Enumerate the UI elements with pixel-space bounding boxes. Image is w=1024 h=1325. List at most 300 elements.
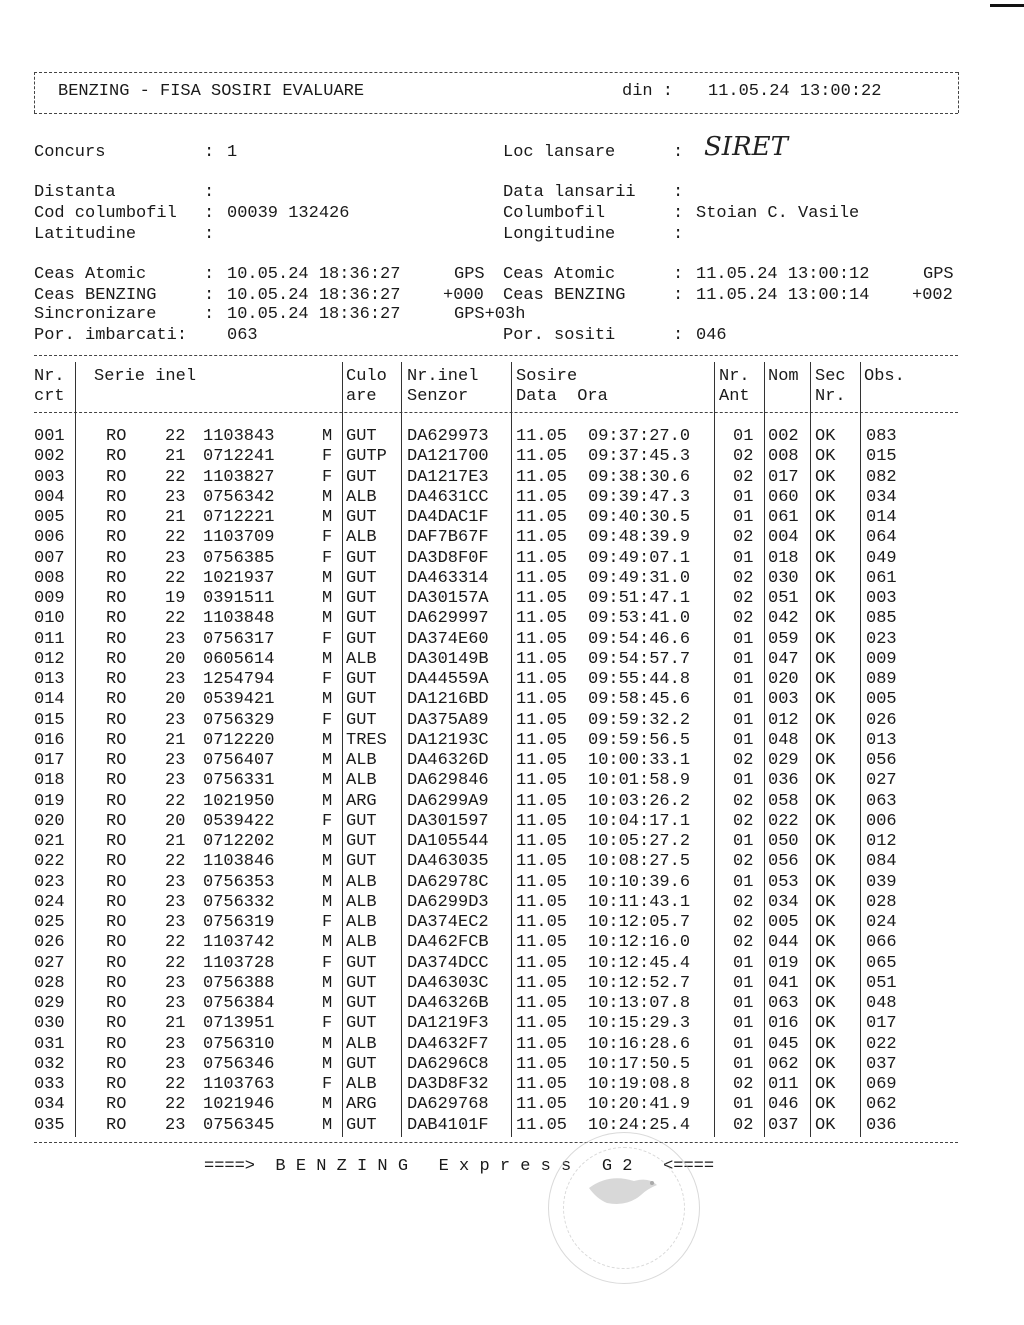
- row-nr-ant: 01: [733, 730, 754, 750]
- row-obs: 063: [866, 791, 897, 811]
- row-nr-crt: 023: [34, 872, 65, 892]
- header-nr-crt: Nr.: [34, 367, 65, 386]
- row-sec: OK: [815, 872, 836, 892]
- row-obs: 083: [866, 427, 897, 446]
- association-stamp: [548, 1132, 700, 1284]
- row-sex: M: [322, 832, 333, 851]
- row-obs: 006: [866, 811, 897, 831]
- row-sex: M: [322, 589, 333, 608]
- colon: :: [673, 286, 684, 305]
- row-sensor: DA374DCC: [407, 953, 489, 973]
- cod-columbofil-value: 00039 132426: [227, 204, 350, 223]
- row-country: RO: [106, 487, 127, 507]
- row-nr-ant: 01: [733, 953, 754, 973]
- row-time: 10:03:26.2: [588, 791, 691, 811]
- row-color: ARG: [346, 1095, 377, 1115]
- row-country: RO: [106, 1115, 127, 1135]
- row-time: 09:53:41.0: [588, 609, 691, 629]
- row-ring-number: 0756384: [203, 994, 275, 1013]
- footer-banner: ====> B E N Z I N G E x p r e s s G 2 <====: [204, 1157, 715, 1176]
- row-year: 22: [165, 852, 186, 872]
- row-color: ARG: [346, 791, 377, 811]
- row-sec: OK: [815, 973, 836, 993]
- header-culoare: Culo: [346, 367, 387, 386]
- row-color: GUT: [346, 548, 377, 568]
- row-date: 11.05: [516, 1054, 568, 1074]
- row-country: RO: [106, 710, 127, 730]
- row-country: RO: [106, 548, 127, 568]
- row-time: 10:16:28.6: [588, 1034, 691, 1054]
- row-sec: OK: [815, 1075, 836, 1094]
- row-time: 10:20:41.9: [588, 1095, 691, 1115]
- row-sensor: DAB4101F: [407, 1115, 489, 1135]
- row-date: 11.05: [516, 771, 568, 791]
- row-country: RO: [106, 690, 127, 710]
- row-year: 23: [165, 487, 186, 507]
- row-time: 10:12:05.7: [588, 913, 691, 932]
- row-time: 09:37:27.0: [588, 427, 691, 446]
- row-nr-crt: 014: [34, 690, 65, 710]
- row-nr-ant: 02: [733, 1075, 754, 1094]
- row-color: GUT: [346, 1054, 377, 1074]
- row-sec: OK: [815, 852, 836, 872]
- row-nom: 022: [768, 811, 799, 831]
- row-sex: M: [322, 771, 333, 791]
- row-sec: OK: [815, 609, 836, 629]
- row-year: 19: [165, 589, 186, 608]
- row-year: 23: [165, 994, 186, 1013]
- row-sex: F: [322, 467, 333, 487]
- data-lansarii-label: Data lansarii: [503, 183, 636, 202]
- row-nr-ant: 02: [733, 892, 754, 912]
- row-nr-ant: 01: [733, 771, 754, 791]
- header-serie-inel: Serie inel: [94, 367, 197, 386]
- row-sex: M: [322, 730, 333, 750]
- row-nr-crt: 016: [34, 730, 65, 750]
- row-year: 21: [165, 447, 186, 467]
- row-ring-number: 0756342: [203, 487, 275, 507]
- row-nom: 053: [768, 872, 799, 892]
- row-color: GUT: [346, 609, 377, 629]
- row-country: RO: [106, 467, 127, 487]
- row-color: ALB: [346, 649, 377, 669]
- row-time: 10:12:52.7: [588, 973, 691, 993]
- row-sex: M: [322, 933, 333, 953]
- row-nr-ant: 02: [733, 568, 754, 588]
- row-nr-ant: 01: [733, 710, 754, 730]
- clock-left-suffix: GPS+03h: [454, 305, 526, 324]
- row-date: 11.05: [516, 568, 568, 588]
- row-time: 09:51:47.1: [588, 589, 691, 608]
- row-obs: 003: [866, 589, 897, 608]
- row-sensor: DA301597: [407, 811, 489, 831]
- clock-right-value: 11.05.24 13:00:14: [696, 286, 870, 305]
- row-time: 09:49:07.1: [588, 548, 691, 568]
- row-country: RO: [106, 1034, 127, 1054]
- row-color: GUT: [346, 994, 377, 1013]
- row-nr-ant: 01: [733, 872, 754, 892]
- row-ring-number: 0712202: [203, 832, 275, 851]
- row-obs: 022: [866, 1034, 897, 1054]
- report-datetime: 11.05.24 13:00:22: [708, 82, 882, 101]
- pigeon-icon: [549, 1133, 699, 1283]
- row-country: RO: [106, 609, 127, 629]
- header-right-border: [958, 72, 959, 113]
- row-country: RO: [106, 913, 127, 932]
- row-date: 11.05: [516, 589, 568, 608]
- header-top-border: [34, 72, 958, 73]
- row-sex: M: [322, 649, 333, 669]
- row-obs: 084: [866, 852, 897, 872]
- loc-lansare-handwritten: SIRET: [704, 132, 788, 162]
- row-nr-crt: 008: [34, 568, 65, 588]
- row-nr-ant: 01: [733, 690, 754, 710]
- row-color: GUT: [346, 953, 377, 973]
- row-ring-number: 1021946: [203, 1095, 275, 1115]
- row-sec: OK: [815, 892, 836, 912]
- row-sensor: DA374EC2: [407, 913, 489, 932]
- longitudine-label: Longitudine: [503, 225, 616, 244]
- row-sex: M: [322, 751, 333, 770]
- row-date: 11.05: [516, 609, 568, 629]
- colon: :: [673, 143, 684, 162]
- row-sex: F: [322, 953, 333, 973]
- column-divider: [342, 362, 343, 1137]
- colon: :: [204, 265, 215, 284]
- row-time: 09:48:39.9: [588, 528, 691, 548]
- row-color: GUT: [346, 670, 377, 689]
- row-ring-number: 1103728: [203, 953, 275, 973]
- row-obs: 017: [866, 1014, 897, 1034]
- row-year: 23: [165, 771, 186, 791]
- row-nr-crt: 013: [34, 670, 65, 689]
- row-nr-ant: 02: [733, 933, 754, 953]
- row-sex: F: [322, 670, 333, 689]
- row-nr-crt: 033: [34, 1075, 65, 1094]
- row-date: 11.05: [516, 913, 568, 932]
- row-country: RO: [106, 1054, 127, 1074]
- row-nr-crt: 018: [34, 771, 65, 791]
- row-nom: 047: [768, 649, 799, 669]
- row-sex: M: [322, 568, 333, 588]
- row-time: 10:15:29.3: [588, 1014, 691, 1034]
- row-year: 20: [165, 690, 186, 710]
- row-obs: 085: [866, 609, 897, 629]
- row-nr-crt: 006: [34, 528, 65, 548]
- row-obs: 013: [866, 730, 897, 750]
- row-time: 09:59:32.2: [588, 710, 691, 730]
- table-header-border: [34, 412, 958, 413]
- row-nr-ant: 01: [733, 427, 754, 446]
- loc-lansare-label: Loc lansare: [503, 143, 616, 162]
- clock-left-label: Ceas Atomic: [34, 265, 147, 284]
- row-sensor: DA4DAC1F: [407, 508, 489, 527]
- row-nr-ant: 02: [733, 589, 754, 608]
- row-ring-number: 0756407: [203, 751, 275, 770]
- row-color: GUT: [346, 1115, 377, 1135]
- row-country: RO: [106, 589, 127, 608]
- row-time: 10:05:27.2: [588, 832, 691, 851]
- row-nr-crt: 020: [34, 811, 65, 831]
- row-nom: 002: [768, 427, 799, 446]
- row-obs: 082: [866, 467, 897, 487]
- row-nom: 005: [768, 913, 799, 932]
- row-nr-crt: 005: [34, 508, 65, 527]
- row-country: RO: [106, 427, 127, 446]
- row-obs: 005: [866, 690, 897, 710]
- row-sensor: DA6299D3: [407, 892, 489, 912]
- row-sec: OK: [815, 933, 836, 953]
- columbofil-value: Stoian C. Vasile: [696, 204, 860, 223]
- row-country: RO: [106, 508, 127, 527]
- row-sec: OK: [815, 629, 836, 649]
- row-ring-number: 0712241: [203, 447, 275, 467]
- row-date: 11.05: [516, 467, 568, 487]
- row-nr-crt: 025: [34, 913, 65, 932]
- row-nr-crt: 027: [34, 953, 65, 973]
- row-nr-ant: 02: [733, 1115, 754, 1135]
- row-sensor: DA1219F3: [407, 1014, 489, 1034]
- row-date: 11.05: [516, 953, 568, 973]
- row-nr-ant: 01: [733, 1054, 754, 1074]
- row-nr-ant: 01: [733, 832, 754, 851]
- row-date: 11.05: [516, 1014, 568, 1034]
- row-sensor: DA374E60: [407, 629, 489, 649]
- row-sex: M: [322, 690, 333, 710]
- row-sensor: DA12193C: [407, 730, 489, 750]
- row-ring-number: 0756319: [203, 913, 275, 932]
- row-nom: 008: [768, 447, 799, 467]
- scan-edge-mark: [990, 4, 1024, 7]
- row-obs: 014: [866, 508, 897, 527]
- row-nom: 011: [768, 1075, 799, 1094]
- row-year: 22: [165, 953, 186, 973]
- row-nom: 004: [768, 528, 799, 548]
- row-country: RO: [106, 447, 127, 467]
- row-nr-ant: 01: [733, 994, 754, 1013]
- row-sex: F: [322, 1075, 333, 1094]
- row-nr-crt: 017: [34, 751, 65, 770]
- row-sec: OK: [815, 811, 836, 831]
- row-sex: F: [322, 1014, 333, 1034]
- row-obs: 066: [866, 933, 897, 953]
- row-country: RO: [106, 670, 127, 689]
- header-culoare-sub: are: [346, 387, 377, 406]
- row-color: GUT: [346, 811, 377, 831]
- row-nom: 046: [768, 1095, 799, 1115]
- row-nr-crt: 029: [34, 994, 65, 1013]
- row-time: 09:40:30.5: [588, 508, 691, 527]
- sositi-value: 046: [696, 326, 727, 345]
- column-divider: [401, 362, 402, 1137]
- row-time: 10:12:45.4: [588, 953, 691, 973]
- column-divider: [75, 362, 76, 1137]
- row-date: 11.05: [516, 973, 568, 993]
- row-date: 11.05: [516, 1075, 568, 1094]
- row-ring-number: 0756388: [203, 973, 275, 993]
- row-nr-crt: 011: [34, 629, 65, 649]
- header-senzor: Senzor: [407, 387, 469, 406]
- row-nr-crt: 024: [34, 892, 65, 912]
- row-time: 10:08:27.5: [588, 852, 691, 872]
- row-time: 10:17:50.5: [588, 1054, 691, 1074]
- imbarcati-value: 063: [227, 326, 258, 345]
- clock-left-value: 10.05.24 18:36:27: [227, 265, 401, 284]
- row-nom: 017: [768, 467, 799, 487]
- row-year: 22: [165, 528, 186, 548]
- row-year: 22: [165, 427, 186, 446]
- row-nom: 060: [768, 487, 799, 507]
- row-nom: 016: [768, 1014, 799, 1034]
- row-sec: OK: [815, 649, 836, 669]
- sositi-label: Por. sositi: [503, 326, 616, 345]
- row-time: 09:38:30.6: [588, 467, 691, 487]
- report-title: BENZING - FISA SOSIRI EVALUARE: [58, 82, 365, 101]
- row-sec: OK: [815, 568, 836, 588]
- row-obs: 069: [866, 1075, 897, 1094]
- column-divider: [714, 362, 715, 1137]
- row-time: 09:58:45.6: [588, 690, 691, 710]
- row-sex: M: [322, 1054, 333, 1074]
- row-country: RO: [106, 730, 127, 750]
- row-date: 11.05: [516, 508, 568, 527]
- row-obs: 061: [866, 568, 897, 588]
- column-divider: [764, 362, 765, 1137]
- row-nr-crt: 028: [34, 973, 65, 993]
- colon: :: [204, 183, 215, 202]
- row-sex: M: [322, 892, 333, 912]
- row-sensor: DA4632F7: [407, 1034, 489, 1054]
- table-top-border: [34, 355, 958, 356]
- row-year: 22: [165, 1075, 186, 1094]
- row-ring-number: 0391511: [203, 589, 275, 608]
- row-sensor: DA6296C8: [407, 1054, 489, 1074]
- row-ring-number: 0756310: [203, 1034, 275, 1054]
- row-date: 11.05: [516, 528, 568, 548]
- row-date: 11.05: [516, 811, 568, 831]
- row-sec: OK: [815, 1014, 836, 1034]
- row-nr-ant: 02: [733, 447, 754, 467]
- row-nr-ant: 01: [733, 670, 754, 689]
- row-date: 11.05: [516, 1115, 568, 1135]
- row-ring-number: 0712220: [203, 730, 275, 750]
- row-color: GUT: [346, 832, 377, 851]
- row-sensor: DA44559A: [407, 670, 489, 689]
- row-ring-number: 1103846: [203, 852, 275, 872]
- row-country: RO: [106, 568, 127, 588]
- row-ring-number: 0539422: [203, 811, 275, 831]
- row-country: RO: [106, 1095, 127, 1115]
- row-country: RO: [106, 751, 127, 770]
- row-nr-crt: 001: [34, 427, 65, 446]
- row-nr-ant: 02: [733, 811, 754, 831]
- row-time: 09:54:46.6: [588, 629, 691, 649]
- row-sensor: DA629997: [407, 609, 489, 629]
- row-nr-ant: 02: [733, 528, 754, 548]
- concurs-value: 1: [227, 143, 238, 162]
- row-nr-ant: 02: [733, 791, 754, 811]
- row-country: RO: [106, 832, 127, 851]
- row-sex: M: [322, 1095, 333, 1115]
- row-sec: OK: [815, 670, 836, 689]
- header-sec: Sec: [815, 367, 846, 386]
- row-color: ALB: [346, 892, 377, 912]
- row-year: 23: [165, 629, 186, 649]
- row-ring-number: 0756346: [203, 1054, 275, 1074]
- row-nr-crt: 010: [34, 609, 65, 629]
- row-year: 21: [165, 832, 186, 851]
- row-nr-ant: 02: [733, 467, 754, 487]
- row-sex: F: [322, 710, 333, 730]
- row-ring-number: 1103848: [203, 609, 275, 629]
- row-date: 11.05: [516, 487, 568, 507]
- row-nom: 029: [768, 751, 799, 770]
- header-nom: Nom: [768, 367, 799, 386]
- row-color: GUT: [346, 568, 377, 588]
- row-date: 11.05: [516, 447, 568, 467]
- row-ring-number: 1021937: [203, 568, 275, 588]
- row-year: 20: [165, 649, 186, 669]
- row-color: GUT: [346, 589, 377, 608]
- row-sec: OK: [815, 953, 836, 973]
- row-nr-ant: 01: [733, 629, 754, 649]
- row-date: 11.05: [516, 649, 568, 669]
- row-year: 23: [165, 1034, 186, 1054]
- row-nom: 012: [768, 710, 799, 730]
- header-sosire: Sosire: [516, 367, 578, 386]
- row-time: 10:01:58.9: [588, 771, 691, 791]
- colon: :: [204, 286, 215, 305]
- row-obs: 039: [866, 872, 897, 892]
- row-obs: 049: [866, 548, 897, 568]
- row-sec: OK: [815, 508, 836, 527]
- row-date: 11.05: [516, 690, 568, 710]
- row-nom: 045: [768, 1034, 799, 1054]
- row-year: 20: [165, 811, 186, 831]
- row-sensor: DA1216BD: [407, 690, 489, 710]
- row-nr-ant: 02: [733, 609, 754, 629]
- row-time: 09:37:45.3: [588, 447, 691, 467]
- clock-left-suffix: GPS: [454, 265, 485, 284]
- row-year: 21: [165, 730, 186, 750]
- row-time: 09:55:44.8: [588, 670, 691, 689]
- row-ring-number: 1103843: [203, 427, 275, 446]
- row-date: 11.05: [516, 427, 568, 446]
- row-nr-ant: 02: [733, 852, 754, 872]
- row-sex: M: [322, 973, 333, 993]
- row-sex: F: [322, 447, 333, 467]
- clock-right-label: Ceas BENZING: [503, 286, 626, 305]
- row-obs: 028: [866, 892, 897, 912]
- row-nr-ant: 02: [733, 913, 754, 932]
- row-ring-number: 0756353: [203, 872, 275, 892]
- clock-left-suffix: +000: [443, 286, 484, 305]
- row-country: RO: [106, 994, 127, 1013]
- row-color: ALB: [346, 487, 377, 507]
- row-country: RO: [106, 629, 127, 649]
- row-sensor: DA30149B: [407, 649, 489, 669]
- row-date: 11.05: [516, 670, 568, 689]
- row-sec: OK: [815, 791, 836, 811]
- row-color: GUT: [346, 427, 377, 446]
- row-sec: OK: [815, 548, 836, 568]
- imbarcati-label: Por. imbarcati:: [34, 326, 188, 345]
- row-time: 10:00:33.1: [588, 751, 691, 770]
- row-time: 10:11:43.1: [588, 892, 691, 912]
- row-sensor: DA3D8F0F: [407, 548, 489, 568]
- row-time: 09:39:47.3: [588, 487, 691, 507]
- row-ring-number: 0756329: [203, 710, 275, 730]
